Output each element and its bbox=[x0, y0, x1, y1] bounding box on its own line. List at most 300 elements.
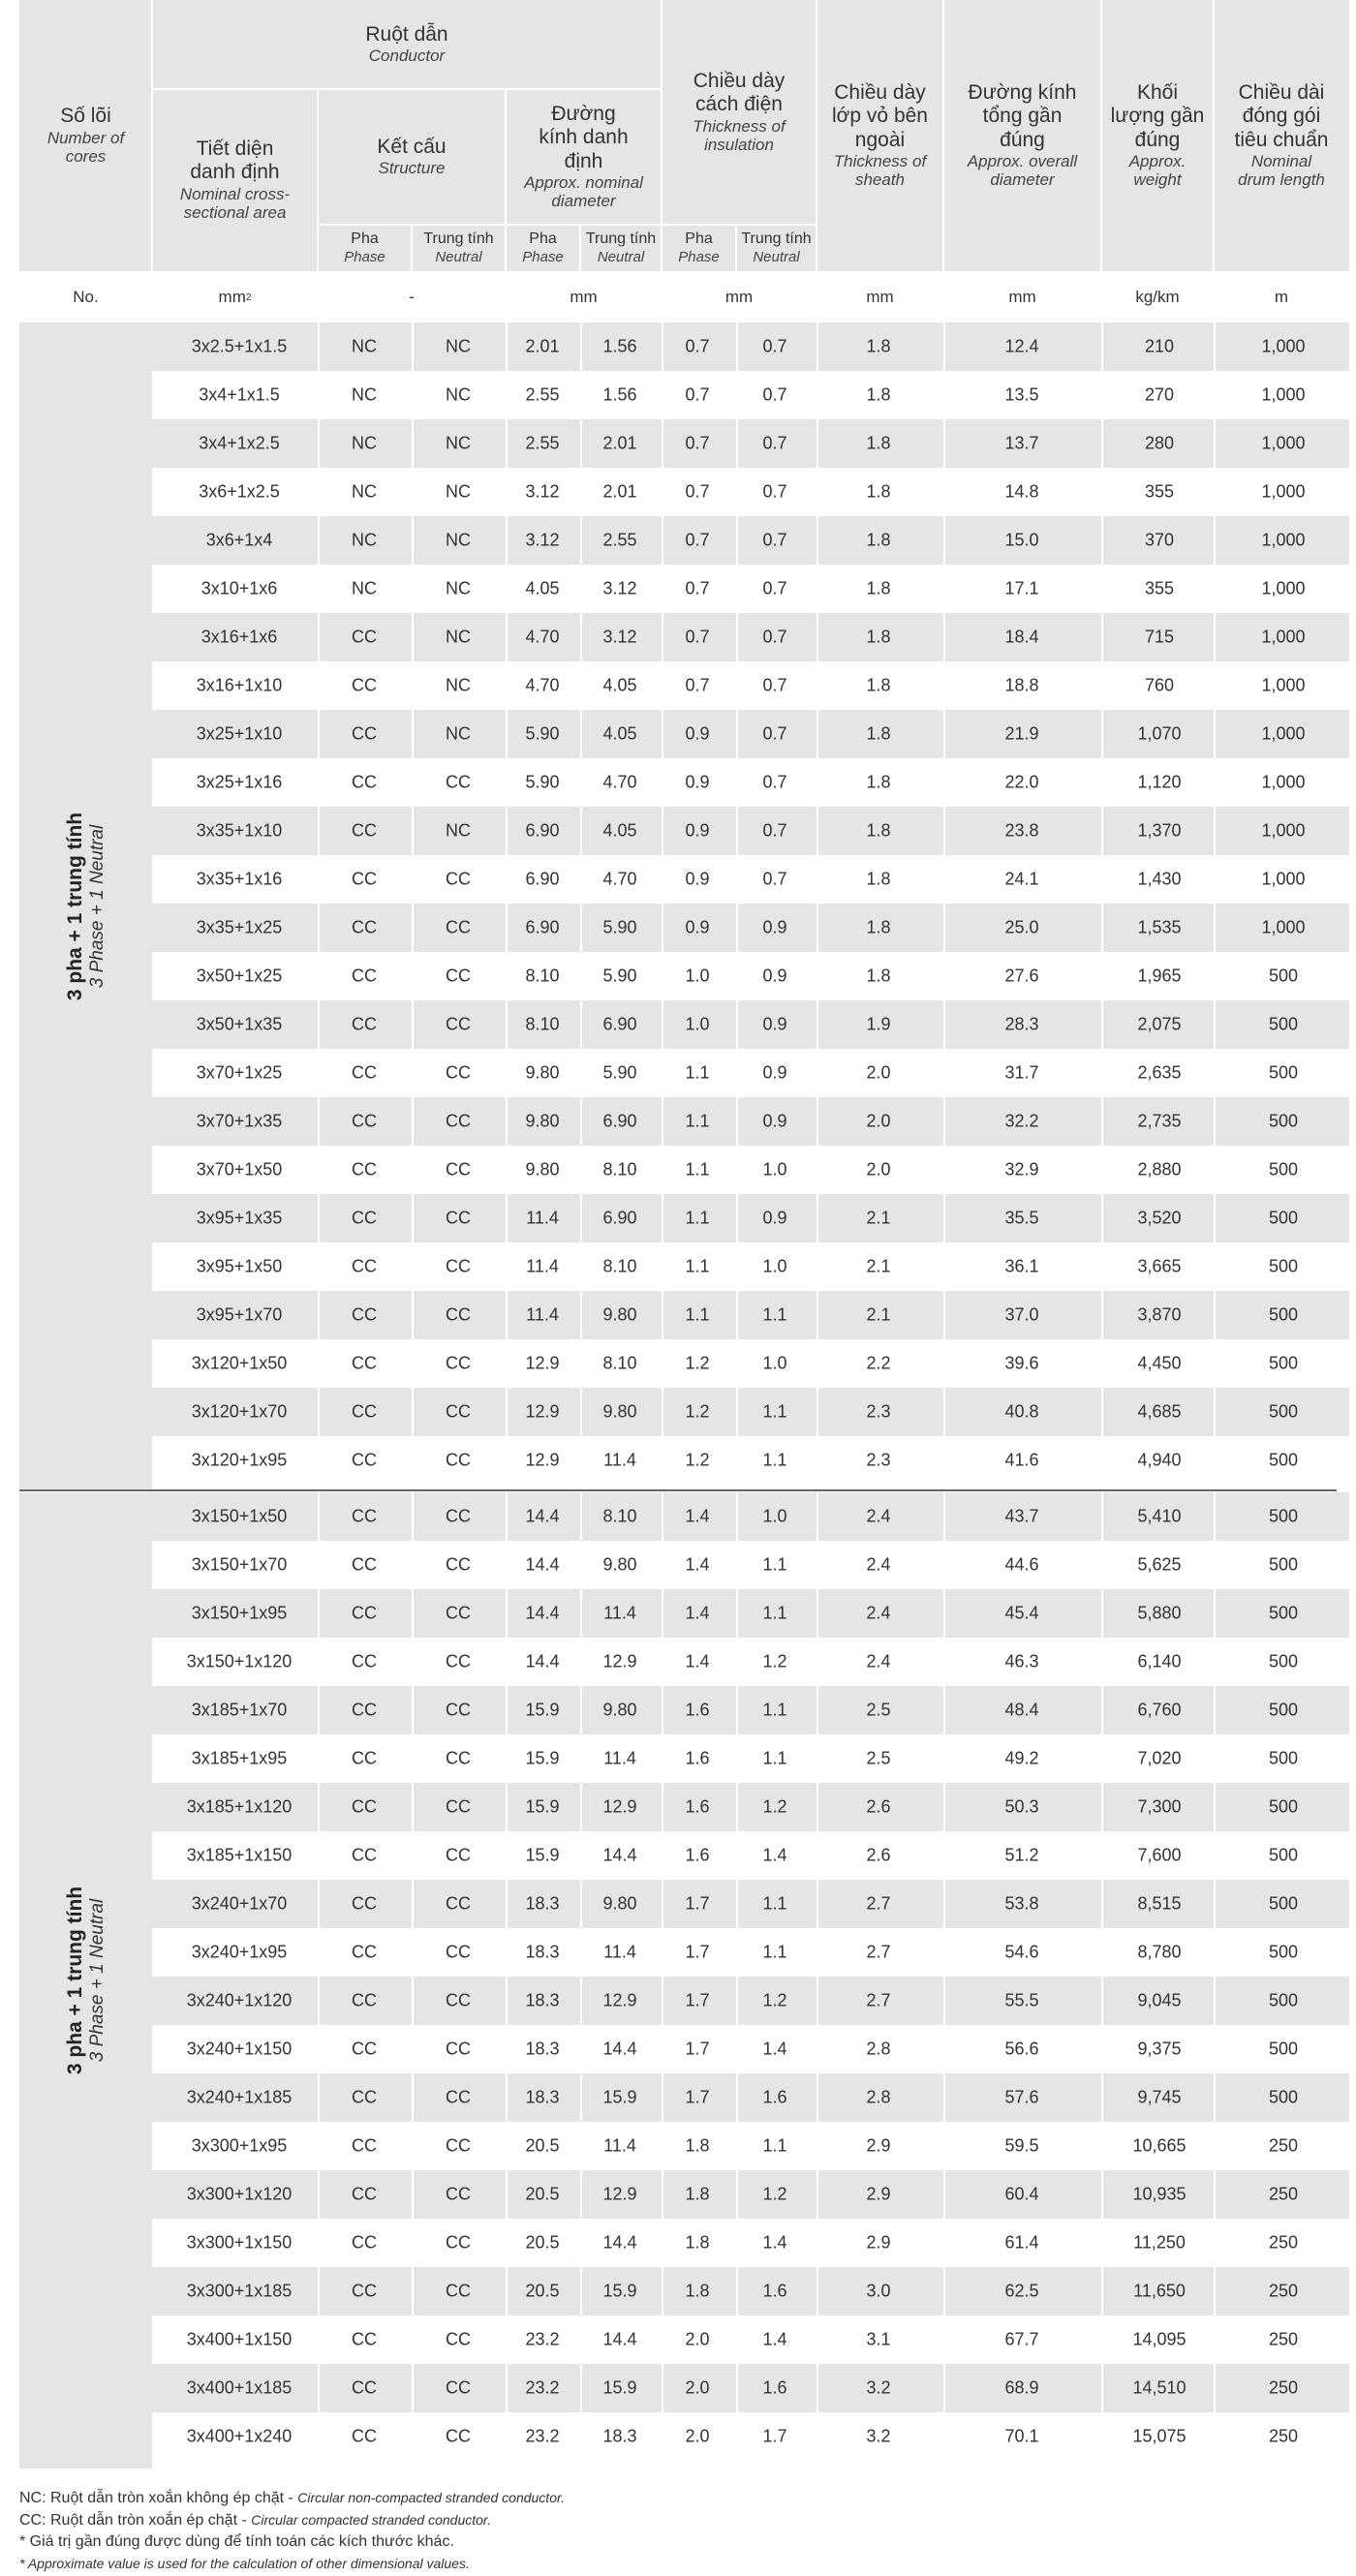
cell-structure-neutral: CC bbox=[446, 2184, 471, 2204]
cell-overall-diameter: 56.6 bbox=[1004, 2039, 1039, 2059]
cell-sheath: 3.2 bbox=[866, 2426, 891, 2446]
cell-overall-diameter: 57.6 bbox=[1004, 2087, 1039, 2107]
cell-structure-phase: CC bbox=[352, 1062, 377, 1083]
table-row bbox=[152, 1734, 1349, 1783]
cell-size: 3x2.5+1x1.5 bbox=[191, 336, 288, 356]
table-row bbox=[152, 2267, 1349, 2315]
cell-insulation-phase: 1.4 bbox=[685, 1603, 710, 1623]
cell-diameter-phase: 8.10 bbox=[525, 966, 560, 986]
cell-sheath: 1.8 bbox=[866, 336, 891, 356]
header-weight-vi: Khối lượng gần đúng bbox=[1110, 81, 1205, 151]
table-row bbox=[152, 371, 1349, 419]
cell-overall-diameter: 46.3 bbox=[1004, 1651, 1039, 1671]
cell-insulation-neutral: 1.7 bbox=[762, 2426, 787, 2446]
cell-size: 3x185+1x150 bbox=[186, 1845, 293, 1865]
cell-overall-diameter: 13.5 bbox=[1004, 384, 1039, 405]
cell-insulation-neutral: 0.9 bbox=[762, 1208, 787, 1228]
cell-drum-length: 1,000 bbox=[1261, 481, 1306, 502]
cell-drum-length: 1,000 bbox=[1261, 433, 1306, 453]
cell-overall-diameter: 53.8 bbox=[1004, 1893, 1039, 1914]
cell-structure-phase: CC bbox=[352, 2377, 377, 2398]
cell-structure-neutral: CC bbox=[446, 2281, 471, 2301]
cell-weight: 7,020 bbox=[1137, 1748, 1182, 1768]
table-row bbox=[152, 1291, 1349, 1339]
cell-diameter-phase: 11.4 bbox=[526, 1256, 559, 1276]
cell-structure-phase: CC bbox=[352, 1401, 377, 1422]
cell-diameter-phase: 15.9 bbox=[525, 1700, 560, 1720]
cell-weight: 15,075 bbox=[1132, 2426, 1186, 2446]
cell-sheath: 2.5 bbox=[866, 1700, 891, 1720]
cell-weight: 14,510 bbox=[1132, 2377, 1186, 2398]
table-row bbox=[152, 565, 1349, 613]
cell-diameter-phase: 3.12 bbox=[525, 481, 560, 502]
cell-diameter-phase: 23.2 bbox=[525, 2377, 560, 2398]
cell-overall-diameter: 25.0 bbox=[1004, 917, 1039, 937]
cell-structure-phase: CC bbox=[352, 723, 377, 744]
cell-overall-diameter: 62.5 bbox=[1004, 2281, 1039, 2301]
cell-structure-neutral: CC bbox=[446, 2377, 471, 2398]
cell-insulation-phase: 1.1 bbox=[685, 1304, 710, 1325]
cell-insulation-neutral: 1.6 bbox=[762, 2281, 787, 2301]
cell-size: 3x6+1x4 bbox=[205, 530, 273, 550]
cell-drum-length: 500 bbox=[1268, 1304, 1299, 1325]
cell-insulation-neutral: 0.7 bbox=[762, 675, 787, 695]
cell-insulation-phase: 1.8 bbox=[685, 2281, 710, 2301]
cell-insulation-neutral: 0.7 bbox=[762, 723, 787, 744]
cell-insulation-phase: 0.7 bbox=[685, 433, 710, 453]
table-row bbox=[152, 855, 1349, 904]
cell-diameter-neutral: 3.12 bbox=[602, 627, 637, 647]
cell-structure-neutral: CC bbox=[446, 1845, 471, 1865]
cell-insulation-phase: 1.6 bbox=[685, 1748, 710, 1768]
group-cell-1 bbox=[19, 322, 152, 1490]
header-nominal-diameter bbox=[506, 89, 662, 225]
cell-insulation-neutral: 0.7 bbox=[762, 433, 787, 453]
cell-insulation-neutral: 1.2 bbox=[762, 1990, 787, 2010]
cell-drum-length: 500 bbox=[1268, 1506, 1299, 1526]
header-structure-phase bbox=[318, 225, 412, 271]
footnotes bbox=[19, 2487, 565, 2574]
table-row bbox=[152, 1686, 1349, 1734]
cell-overall-diameter: 44.6 bbox=[1004, 1554, 1039, 1575]
cell-diameter-neutral: 12.9 bbox=[602, 1651, 637, 1671]
cell-weight: 7,600 bbox=[1137, 1845, 1182, 1865]
cell-weight: 7,300 bbox=[1137, 1796, 1182, 1817]
cell-overall-diameter: 12.4 bbox=[1004, 336, 1039, 356]
header-diameter-neutral-vi: Trung tính bbox=[585, 230, 657, 248]
table-row bbox=[152, 1049, 1349, 1097]
cell-insulation-phase: 0.9 bbox=[685, 772, 710, 792]
cell-drum-length: 500 bbox=[1268, 1353, 1299, 1373]
cell-structure-neutral: CC bbox=[446, 2329, 471, 2349]
cell-size: 3x70+1x25 bbox=[196, 1062, 283, 1083]
cell-weight: 2,735 bbox=[1137, 1111, 1182, 1131]
cell-structure-phase: CC bbox=[352, 627, 377, 647]
cell-insulation-phase: 1.8 bbox=[685, 2232, 710, 2253]
cell-sheath: 2.2 bbox=[866, 1353, 891, 1373]
cell-diameter-neutral: 9.80 bbox=[602, 1554, 637, 1575]
cell-insulation-neutral: 1.2 bbox=[762, 1796, 787, 1817]
cell-drum-length: 500 bbox=[1268, 1111, 1299, 1131]
cell-weight: 270 bbox=[1144, 384, 1175, 405]
cell-insulation-neutral: 1.6 bbox=[762, 2377, 787, 2398]
cell-overall-diameter: 40.8 bbox=[1004, 1401, 1039, 1422]
cell-structure-neutral: CC bbox=[446, 1506, 471, 1526]
cell-drum-length: 250 bbox=[1268, 2184, 1299, 2204]
cell-size: 3x25+1x16 bbox=[196, 772, 283, 792]
cell-weight: 1,430 bbox=[1137, 869, 1182, 889]
header-structure-neutral-en: Neutral bbox=[435, 248, 482, 265]
cell-structure-phase: CC bbox=[352, 2184, 377, 2204]
table-row bbox=[152, 904, 1349, 952]
cell-structure-phase: CC bbox=[352, 2087, 377, 2107]
cell-insulation-neutral: 0.7 bbox=[762, 627, 787, 647]
cell-structure-phase: CC bbox=[352, 1353, 377, 1373]
table-row bbox=[152, 1388, 1349, 1436]
cell-insulation-neutral: 0.7 bbox=[762, 578, 787, 598]
unit-length: m bbox=[1274, 288, 1289, 306]
cell-structure-neutral: CC bbox=[446, 1304, 471, 1325]
cell-diameter-phase: 14.4 bbox=[525, 1603, 560, 1623]
cell-structure-phase: CC bbox=[352, 2232, 377, 2253]
cell-weight: 8,515 bbox=[1137, 1893, 1182, 1914]
cell-structure-neutral: CC bbox=[446, 2135, 471, 2156]
cell-sheath: 2.3 bbox=[866, 1450, 891, 1470]
cell-weight: 2,880 bbox=[1137, 1159, 1182, 1180]
unit-diameter: mm bbox=[570, 288, 598, 306]
cell-insulation-phase: 0.9 bbox=[685, 820, 710, 841]
cell-structure-phase: CC bbox=[352, 1256, 377, 1276]
cell-insulation-neutral: 1.1 bbox=[762, 1304, 787, 1325]
cell-overall-diameter: 18.8 bbox=[1004, 675, 1039, 695]
cell-sheath: 2.8 bbox=[866, 2087, 891, 2107]
cell-size: 3x240+1x95 bbox=[191, 1942, 288, 1962]
cell-insulation-neutral: 1.1 bbox=[762, 1700, 787, 1720]
cell-diameter-neutral: 14.4 bbox=[602, 1845, 637, 1865]
table-row bbox=[152, 1000, 1349, 1049]
cell-weight: 8,780 bbox=[1137, 1942, 1182, 1962]
cell-diameter-neutral: 4.70 bbox=[602, 869, 637, 889]
cell-diameter-neutral: 1.56 bbox=[602, 336, 637, 356]
cell-insulation-neutral: 0.9 bbox=[762, 1111, 787, 1131]
cell-structure-neutral: NC bbox=[446, 336, 471, 356]
cell-insulation-phase: 1.2 bbox=[685, 1450, 710, 1470]
cell-diameter-phase: 9.80 bbox=[525, 1159, 560, 1180]
cell-drum-length: 500 bbox=[1268, 1603, 1299, 1623]
cell-overall-diameter: 27.6 bbox=[1004, 966, 1039, 986]
cell-sheath: 2.4 bbox=[866, 1554, 891, 1575]
unit-overall: mm bbox=[1008, 288, 1036, 306]
header-insulation-vi: Chiều dày cách điện bbox=[693, 70, 786, 116]
cell-overall-diameter: 43.7 bbox=[1004, 1506, 1039, 1526]
cell-sheath: 2.1 bbox=[866, 1304, 891, 1325]
cell-insulation-phase: 1.7 bbox=[685, 2087, 710, 2107]
cell-size: 3x6+1x2.5 bbox=[199, 481, 280, 502]
cell-size: 3x35+1x10 bbox=[196, 820, 283, 841]
cell-diameter-phase: 11.4 bbox=[526, 1208, 559, 1228]
cell-structure-neutral: NC bbox=[446, 578, 471, 598]
cell-insulation-phase: 1.7 bbox=[685, 1893, 710, 1914]
header-insulation bbox=[662, 0, 817, 225]
cell-diameter-neutral: 8.10 bbox=[602, 1256, 637, 1276]
table-row bbox=[152, 516, 1349, 565]
cell-weight: 370 bbox=[1144, 530, 1175, 550]
cell-drum-length: 500 bbox=[1268, 1256, 1299, 1276]
cell-insulation-neutral: 1.1 bbox=[762, 1893, 787, 1914]
header-nominal-area-vi: Tiết diện danh định bbox=[190, 138, 280, 184]
cell-drum-length: 500 bbox=[1268, 2087, 1299, 2107]
cell-diameter-neutral: 11.4 bbox=[603, 1748, 636, 1768]
cell-structure-phase: CC bbox=[352, 1603, 377, 1623]
cell-structure-phase: CC bbox=[352, 1748, 377, 1768]
cell-structure-neutral: CC bbox=[446, 2087, 471, 2107]
cell-size: 3x95+1x50 bbox=[196, 1256, 283, 1276]
cell-diameter-neutral: 4.05 bbox=[602, 675, 637, 695]
cell-weight: 760 bbox=[1144, 675, 1175, 695]
table-row bbox=[152, 1928, 1349, 1977]
cell-structure-phase: NC bbox=[352, 530, 377, 550]
cell-diameter-neutral: 4.05 bbox=[602, 723, 637, 744]
cell-diameter-phase: 5.90 bbox=[525, 723, 560, 744]
cell-insulation-phase: 0.7 bbox=[685, 384, 710, 405]
header-sheath-vi: Chiều dày lớp vỏ bên ngoài bbox=[831, 81, 928, 151]
cell-sheath: 1.8 bbox=[866, 772, 891, 792]
cell-size: 3x150+1x50 bbox=[191, 1506, 288, 1526]
cell-weight: 280 bbox=[1144, 433, 1175, 453]
cell-insulation-neutral: 0.7 bbox=[762, 869, 787, 889]
cell-overall-diameter: 48.4 bbox=[1004, 1700, 1039, 1720]
table-row bbox=[152, 322, 1349, 371]
cell-structure-neutral: CC bbox=[446, 1893, 471, 1914]
cell-size: 3x300+1x95 bbox=[191, 2135, 288, 2156]
cell-diameter-phase: 20.5 bbox=[525, 2184, 560, 2204]
cell-weight: 9,745 bbox=[1137, 2087, 1182, 2107]
cell-size: 3x16+1x6 bbox=[200, 627, 278, 647]
cell-drum-length: 500 bbox=[1268, 1796, 1299, 1817]
cell-insulation-neutral: 1.0 bbox=[762, 1353, 787, 1373]
cell-overall-diameter: 31.7 bbox=[1004, 1062, 1039, 1083]
cell-sheath: 1.8 bbox=[866, 530, 891, 550]
cell-diameter-phase: 23.2 bbox=[525, 2329, 560, 2349]
cell-size: 3x185+1x120 bbox=[186, 1796, 293, 1817]
cell-insulation-phase: 1.6 bbox=[685, 1796, 710, 1817]
cell-diameter-neutral: 15.9 bbox=[602, 2087, 637, 2107]
cell-sheath: 2.5 bbox=[866, 1748, 891, 1768]
header-cores-vi: Số lõi bbox=[60, 105, 111, 128]
cell-structure-phase: NC bbox=[352, 336, 377, 356]
cell-diameter-phase: 18.3 bbox=[525, 2087, 560, 2107]
cell-overall-diameter: 39.6 bbox=[1004, 1353, 1039, 1373]
table-row bbox=[152, 1541, 1349, 1589]
cell-insulation-neutral: 0.9 bbox=[762, 917, 787, 937]
cell-sheath: 1.8 bbox=[866, 578, 891, 598]
cell-structure-neutral: NC bbox=[446, 627, 471, 647]
header-nominal-area-en: Nominal cross-sectional area bbox=[179, 184, 291, 223]
cell-size: 3x185+1x70 bbox=[191, 1700, 288, 1720]
cell-diameter-phase: 9.80 bbox=[525, 1111, 560, 1131]
cell-insulation-phase: 1.1 bbox=[685, 1111, 710, 1131]
table-row bbox=[152, 419, 1349, 468]
header-structure-vi: Kết cấu bbox=[377, 136, 447, 159]
cell-sheath: 1.8 bbox=[866, 433, 891, 453]
cell-drum-length: 500 bbox=[1268, 1893, 1299, 1914]
cell-overall-diameter: 50.3 bbox=[1004, 1796, 1039, 1817]
cell-drum-length: 500 bbox=[1268, 1554, 1299, 1575]
note-cc bbox=[19, 2509, 565, 2531]
cell-drum-length: 500 bbox=[1268, 1845, 1299, 1865]
cell-structure-phase: CC bbox=[352, 1990, 377, 2010]
cell-size: 3x35+1x25 bbox=[196, 917, 283, 937]
table-row bbox=[152, 1194, 1349, 1242]
cell-insulation-neutral: 0.7 bbox=[762, 384, 787, 405]
cell-diameter-phase: 4.05 bbox=[525, 578, 560, 598]
cell-sheath: 2.7 bbox=[866, 1942, 891, 1962]
cell-overall-diameter: 13.7 bbox=[1004, 433, 1039, 453]
cell-weight: 2,635 bbox=[1137, 1062, 1182, 1083]
cell-structure-phase: CC bbox=[352, 966, 377, 986]
unit-no: No. bbox=[73, 288, 99, 306]
cell-diameter-neutral: 5.90 bbox=[602, 917, 637, 937]
table-row bbox=[152, 2364, 1349, 2412]
header-conductor-en: Conductor bbox=[368, 46, 446, 66]
cell-weight: 1,535 bbox=[1137, 917, 1182, 937]
note-nc bbox=[19, 2487, 565, 2509]
cell-structure-neutral: CC bbox=[446, 1651, 471, 1671]
cell-diameter-neutral: 14.4 bbox=[602, 2329, 637, 2349]
cell-diameter-phase: 8.10 bbox=[525, 1014, 560, 1034]
cell-sheath: 2.0 bbox=[866, 1159, 891, 1180]
cell-diameter-neutral: 9.80 bbox=[602, 1401, 637, 1422]
cell-drum-length: 500 bbox=[1268, 966, 1299, 986]
cell-structure-phase: CC bbox=[352, 1304, 377, 1325]
cell-structure-phase: NC bbox=[352, 578, 377, 598]
cell-diameter-phase: 15.9 bbox=[525, 1845, 560, 1865]
cell-size: 3x50+1x25 bbox=[196, 966, 283, 986]
cell-weight: 4,940 bbox=[1137, 1450, 1182, 1470]
cell-diameter-phase: 20.5 bbox=[525, 2135, 560, 2156]
note-cc-vi: CC: Ruột dẫn tròn xoắn ép chặt - bbox=[19, 2512, 252, 2529]
cell-insulation-phase: 0.7 bbox=[685, 627, 710, 647]
cell-overall-diameter: 21.9 bbox=[1004, 723, 1039, 744]
cell-size: 3x150+1x95 bbox=[191, 1603, 288, 1623]
cell-insulation-phase: 0.9 bbox=[685, 917, 710, 937]
cell-diameter-phase: 6.90 bbox=[525, 869, 560, 889]
cell-insulation-neutral: 1.4 bbox=[762, 2329, 787, 2349]
cell-insulation-phase: 1.1 bbox=[685, 1208, 710, 1228]
cell-insulation-neutral: 1.0 bbox=[762, 1256, 787, 1276]
cell-insulation-neutral: 1.2 bbox=[762, 1651, 787, 1671]
cell-drum-length: 1,000 bbox=[1261, 869, 1306, 889]
cell-drum-length: 500 bbox=[1268, 1062, 1299, 1083]
table-row bbox=[152, 2073, 1349, 2122]
cell-diameter-phase: 20.5 bbox=[525, 2232, 560, 2253]
cell-diameter-neutral: 2.01 bbox=[602, 481, 637, 502]
cell-diameter-phase: 14.4 bbox=[525, 1506, 560, 1526]
cell-size: 3x25+1x10 bbox=[196, 723, 283, 744]
cell-diameter-phase: 14.4 bbox=[525, 1651, 560, 1671]
cell-structure-phase: CC bbox=[352, 2426, 377, 2446]
cell-insulation-neutral: 1.1 bbox=[762, 1450, 787, 1470]
cell-weight: 4,685 bbox=[1137, 1401, 1182, 1422]
cell-diameter-neutral: 18.3 bbox=[602, 2426, 637, 2446]
table-row bbox=[152, 1638, 1349, 1686]
cell-diameter-neutral: 9.80 bbox=[602, 1893, 637, 1914]
cell-diameter-phase: 12.9 bbox=[525, 1353, 560, 1373]
cell-insulation-phase: 0.7 bbox=[685, 675, 710, 695]
cell-sheath: 2.1 bbox=[866, 1256, 891, 1276]
table-row bbox=[152, 1436, 1349, 1485]
cell-drum-length: 250 bbox=[1268, 2135, 1299, 2156]
cell-insulation-neutral: 1.4 bbox=[762, 2232, 787, 2253]
cell-size: 3x300+1x185 bbox=[186, 2281, 293, 2301]
cell-structure-neutral: CC bbox=[446, 917, 471, 937]
unit-area bbox=[152, 272, 318, 322]
cell-structure-phase: CC bbox=[352, 1796, 377, 1817]
cell-sheath: 3.0 bbox=[866, 2281, 891, 2301]
cell-weight: 14,095 bbox=[1132, 2329, 1186, 2349]
cell-insulation-phase: 0.7 bbox=[685, 481, 710, 502]
cell-structure-neutral: CC bbox=[446, 1208, 471, 1228]
cell-overall-diameter: 41.6 bbox=[1004, 1450, 1039, 1470]
cell-insulation-phase: 1.2 bbox=[685, 1353, 710, 1373]
cell-drum-length: 1,000 bbox=[1261, 530, 1306, 550]
cell-size: 3x70+1x35 bbox=[196, 1111, 283, 1131]
cell-sheath: 2.7 bbox=[866, 1990, 891, 2010]
cell-drum-length: 500 bbox=[1268, 1990, 1299, 2010]
cell-size: 3x120+1x70 bbox=[191, 1401, 288, 1422]
header-diameter-phase-vi: Pha bbox=[529, 230, 557, 248]
cell-insulation-neutral: 0.7 bbox=[762, 336, 787, 356]
header-insulation-neutral-vi: Trung tính bbox=[741, 230, 812, 248]
group-divider bbox=[19, 1489, 1337, 1491]
header-drum-length bbox=[1214, 0, 1349, 271]
header-diameter-phase bbox=[506, 225, 580, 271]
cell-weight: 10,665 bbox=[1132, 2135, 1186, 2156]
cell-weight: 6,140 bbox=[1137, 1651, 1182, 1671]
cell-structure-phase: CC bbox=[352, 1942, 377, 1962]
cell-diameter-neutral: 8.10 bbox=[602, 1506, 637, 1526]
cell-insulation-neutral: 1.2 bbox=[762, 2184, 787, 2204]
cell-insulation-neutral: 1.1 bbox=[762, 1942, 787, 1962]
cell-size: 3x10+1x6 bbox=[200, 578, 278, 598]
cell-insulation-neutral: 1.1 bbox=[762, 1401, 787, 1422]
cell-size: 3x300+1x120 bbox=[186, 2184, 293, 2204]
cell-structure-neutral: CC bbox=[446, 1256, 471, 1276]
cell-insulation-neutral: 0.7 bbox=[762, 820, 787, 841]
cell-weight: 5,880 bbox=[1137, 1603, 1182, 1623]
cell-structure-phase: CC bbox=[352, 2281, 377, 2301]
header-insulation-phase bbox=[662, 225, 736, 271]
table-row bbox=[152, 758, 1349, 807]
cell-insulation-phase: 2.0 bbox=[685, 2426, 710, 2446]
cell-sheath: 2.3 bbox=[866, 1401, 891, 1422]
table-row bbox=[152, 1146, 1349, 1194]
cell-diameter-phase: 15.9 bbox=[525, 1748, 560, 1768]
cell-diameter-phase: 18.3 bbox=[525, 2039, 560, 2059]
cell-structure-neutral: CC bbox=[446, 1159, 471, 1180]
cell-diameter-phase: 14.4 bbox=[525, 1554, 560, 1575]
cell-diameter-phase: 15.9 bbox=[525, 1796, 560, 1817]
header-overall-diameter-en: Approx. overall diameter bbox=[967, 151, 1078, 190]
cell-diameter-phase: 6.90 bbox=[525, 917, 560, 937]
cell-size: 3x120+1x50 bbox=[191, 1353, 288, 1373]
table-row bbox=[152, 1783, 1349, 1831]
cell-overall-diameter: 60.4 bbox=[1004, 2184, 1039, 2204]
cell-structure-phase: CC bbox=[352, 1014, 377, 1034]
table-row bbox=[152, 2122, 1349, 2170]
cell-diameter-neutral: 3.12 bbox=[602, 578, 637, 598]
header-structure-phase-vi: Pha bbox=[351, 230, 379, 248]
